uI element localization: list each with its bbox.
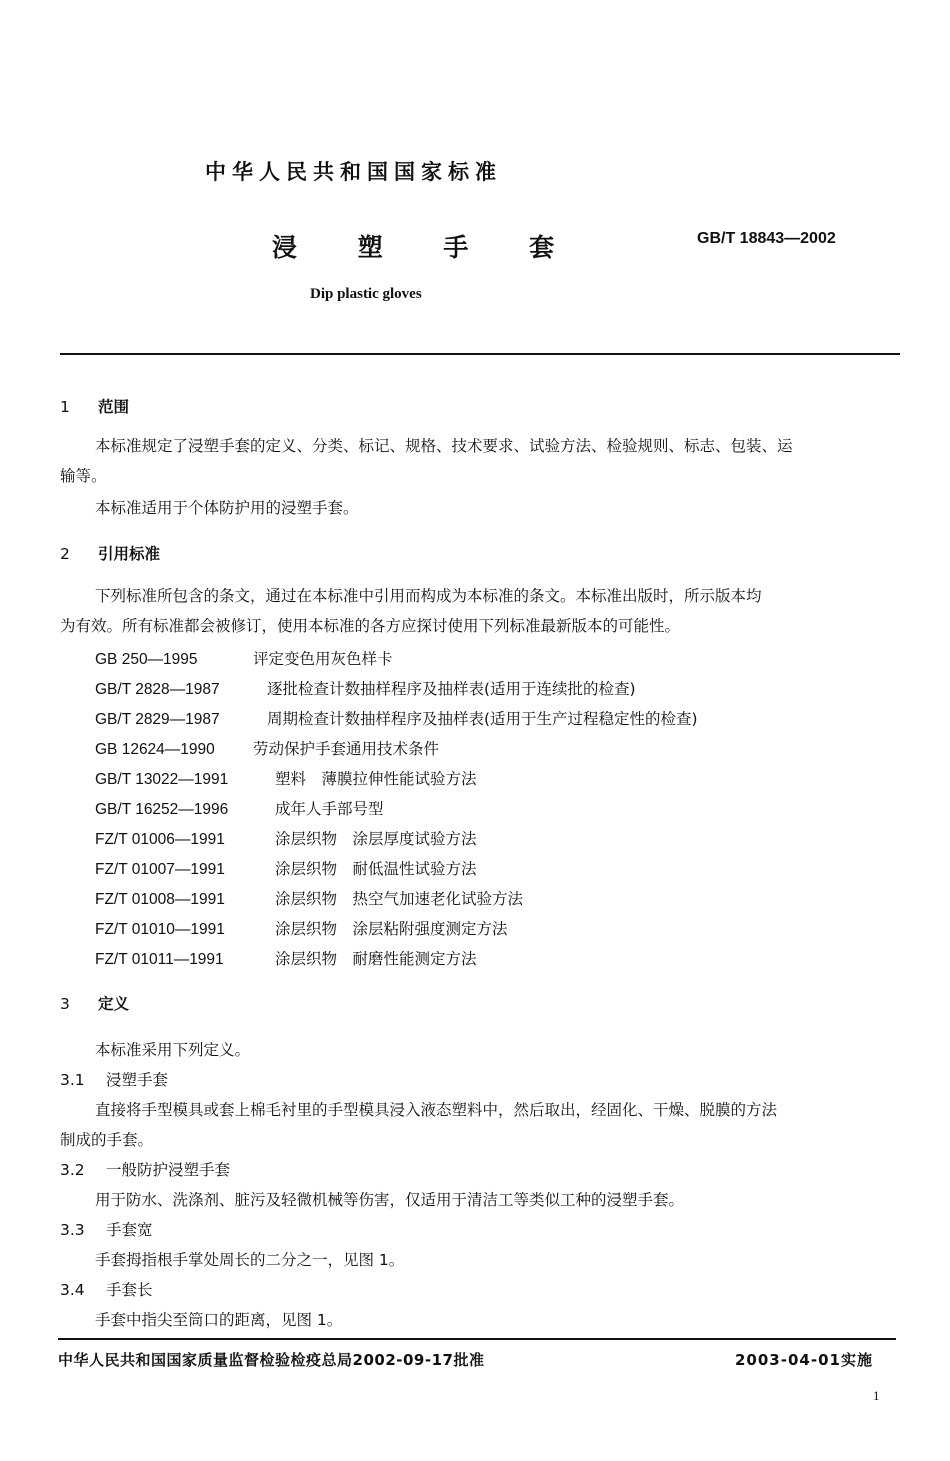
reference-title: 塑料 薄膜拉伸性能试验方法 bbox=[275, 770, 477, 788]
reference-title: 涂层织物 耐磨性能测定方法 bbox=[275, 950, 477, 968]
section-number: 1 bbox=[60, 398, 70, 416]
definition-heading bbox=[60, 1278, 153, 1300]
definition-heading bbox=[60, 1068, 168, 1090]
reference-item bbox=[95, 827, 477, 849]
reference-code: FZ/T 01008—1991 bbox=[95, 891, 225, 908]
reference-title: 逐批检查计数抽样程序及抽样表(适用于连续批的检查) bbox=[267, 680, 636, 698]
reference-code: GB/T 16252—1996 bbox=[95, 801, 229, 818]
section-title: 定义 bbox=[98, 995, 130, 1013]
definition-heading bbox=[60, 1158, 230, 1180]
section-3-heading bbox=[60, 992, 129, 1014]
standard-number: GB/T 18843—2002 bbox=[697, 230, 836, 247]
page-number: 1 bbox=[873, 1388, 880, 1403]
section-2-heading bbox=[60, 542, 160, 564]
definition-number: 3.4 bbox=[60, 1281, 85, 1299]
reference-title: 劳动保护手套通用技术条件 bbox=[253, 740, 440, 758]
reference-item bbox=[95, 767, 477, 789]
paragraph-line: 手套中指尖至筒口的距离，见图 1。 bbox=[95, 1311, 343, 1329]
paragraph-line: 输等。 bbox=[60, 467, 107, 485]
document-title: 浸 塑 手 套 bbox=[272, 233, 581, 262]
paragraph-line: 本标准规定了浸塑手套的定义、分类、标记、规格、技术要求、试验方法、检验规则、标志、包装、运 bbox=[95, 437, 793, 455]
section-number: 3 bbox=[60, 995, 70, 1013]
reference-code: GB/T 2828—1987 bbox=[95, 681, 220, 698]
section-title: 范围 bbox=[98, 398, 130, 416]
definition-term: 一般防护浸塑手套 bbox=[106, 1161, 231, 1179]
reference-code: FZ/T 01011—1991 bbox=[95, 951, 224, 968]
paragraph-line: 手套拇指根手掌处周长的二分之一，见图 1。 bbox=[95, 1251, 405, 1269]
reference-item bbox=[95, 797, 384, 819]
reference-code: FZ/T 01010—1991 bbox=[95, 921, 225, 938]
reference-title: 涂层织物 涂层厚度试验方法 bbox=[275, 830, 477, 848]
reference-code: GB 12624—1990 bbox=[95, 741, 215, 758]
reference-code: GB 250—1995 bbox=[95, 651, 198, 668]
national-standard-header: 中华人民共和国国家标准 bbox=[205, 160, 502, 184]
paragraph-line: 用于防水、洗涤剂、脏污及轻微机械等伤害，仅适用于清洁工等类似工种的浸塑手套。 bbox=[95, 1191, 685, 1209]
reference-item bbox=[95, 917, 508, 939]
reference-item bbox=[95, 947, 477, 969]
reference-item bbox=[95, 707, 698, 729]
definition-number: 3.2 bbox=[60, 1161, 85, 1179]
definition-number: 3.3 bbox=[60, 1221, 85, 1239]
reference-code: GB/T 2829—1987 bbox=[95, 711, 220, 728]
definition-term: 手套宽 bbox=[106, 1221, 153, 1239]
reference-title: 周期检查计数抽样程序及抽样表(适用于生产过程稳定性的检查) bbox=[267, 710, 698, 728]
reference-title: 涂层织物 热空气加速老化试验方法 bbox=[275, 890, 524, 908]
header-divider bbox=[60, 353, 900, 355]
paragraph-line: 下列标准所包含的条文，通过在本标准中引用而构成为本标准的条文。本标准出版时，所示版本均 bbox=[95, 587, 762, 605]
paragraph-line: 直接将手型模具或套上棉毛衬里的手型模具浸入液态塑料中，然后取出，经固化、干燥、脱膜的方法 bbox=[95, 1101, 778, 1119]
section-title: 引用标准 bbox=[98, 545, 161, 563]
definition-term: 浸塑手套 bbox=[106, 1071, 169, 1089]
paragraph-line: 本标准适用于个体防护用的浸塑手套。 bbox=[95, 499, 359, 517]
reference-code: FZ/T 01007—1991 bbox=[95, 861, 225, 878]
reference-title: 成年人手部号型 bbox=[275, 800, 384, 818]
issuer-approval: 中华人民共和国国家质量监督检验检疫总局2002-09-17批准 bbox=[58, 1351, 485, 1369]
reference-item bbox=[95, 887, 523, 909]
section-1-heading bbox=[60, 395, 129, 417]
definition-term: 手套长 bbox=[106, 1281, 153, 1299]
definition-heading bbox=[60, 1218, 153, 1240]
effective-date: 2003-04-01实施 bbox=[735, 1351, 873, 1369]
definition-number: 3.1 bbox=[60, 1071, 85, 1089]
reference-code: FZ/T 01006—1991 bbox=[95, 831, 225, 848]
reference-item bbox=[95, 857, 477, 879]
reference-title: 涂层织物 涂层粘附强度测定方法 bbox=[275, 920, 508, 938]
section-number: 2 bbox=[60, 545, 70, 563]
paragraph-line: 制成的手套。 bbox=[60, 1131, 154, 1149]
reference-title: 评定变色用灰色样卡 bbox=[253, 650, 393, 668]
footer-divider bbox=[58, 1338, 896, 1340]
paragraph-line: 本标准采用下列定义。 bbox=[95, 1041, 251, 1059]
reference-item bbox=[95, 647, 393, 669]
reference-item bbox=[95, 737, 439, 759]
reference-item bbox=[95, 677, 636, 699]
reference-code: GB/T 13022—1991 bbox=[95, 771, 229, 788]
paragraph-line: 为有效。所有标准都会被修订，使用本标准的各方应探讨使用下列标准最新版本的可能性。 bbox=[60, 617, 681, 635]
english-title: Dip plastic gloves bbox=[310, 286, 422, 302]
reference-title: 涂层织物 耐低温性试验方法 bbox=[275, 860, 477, 878]
